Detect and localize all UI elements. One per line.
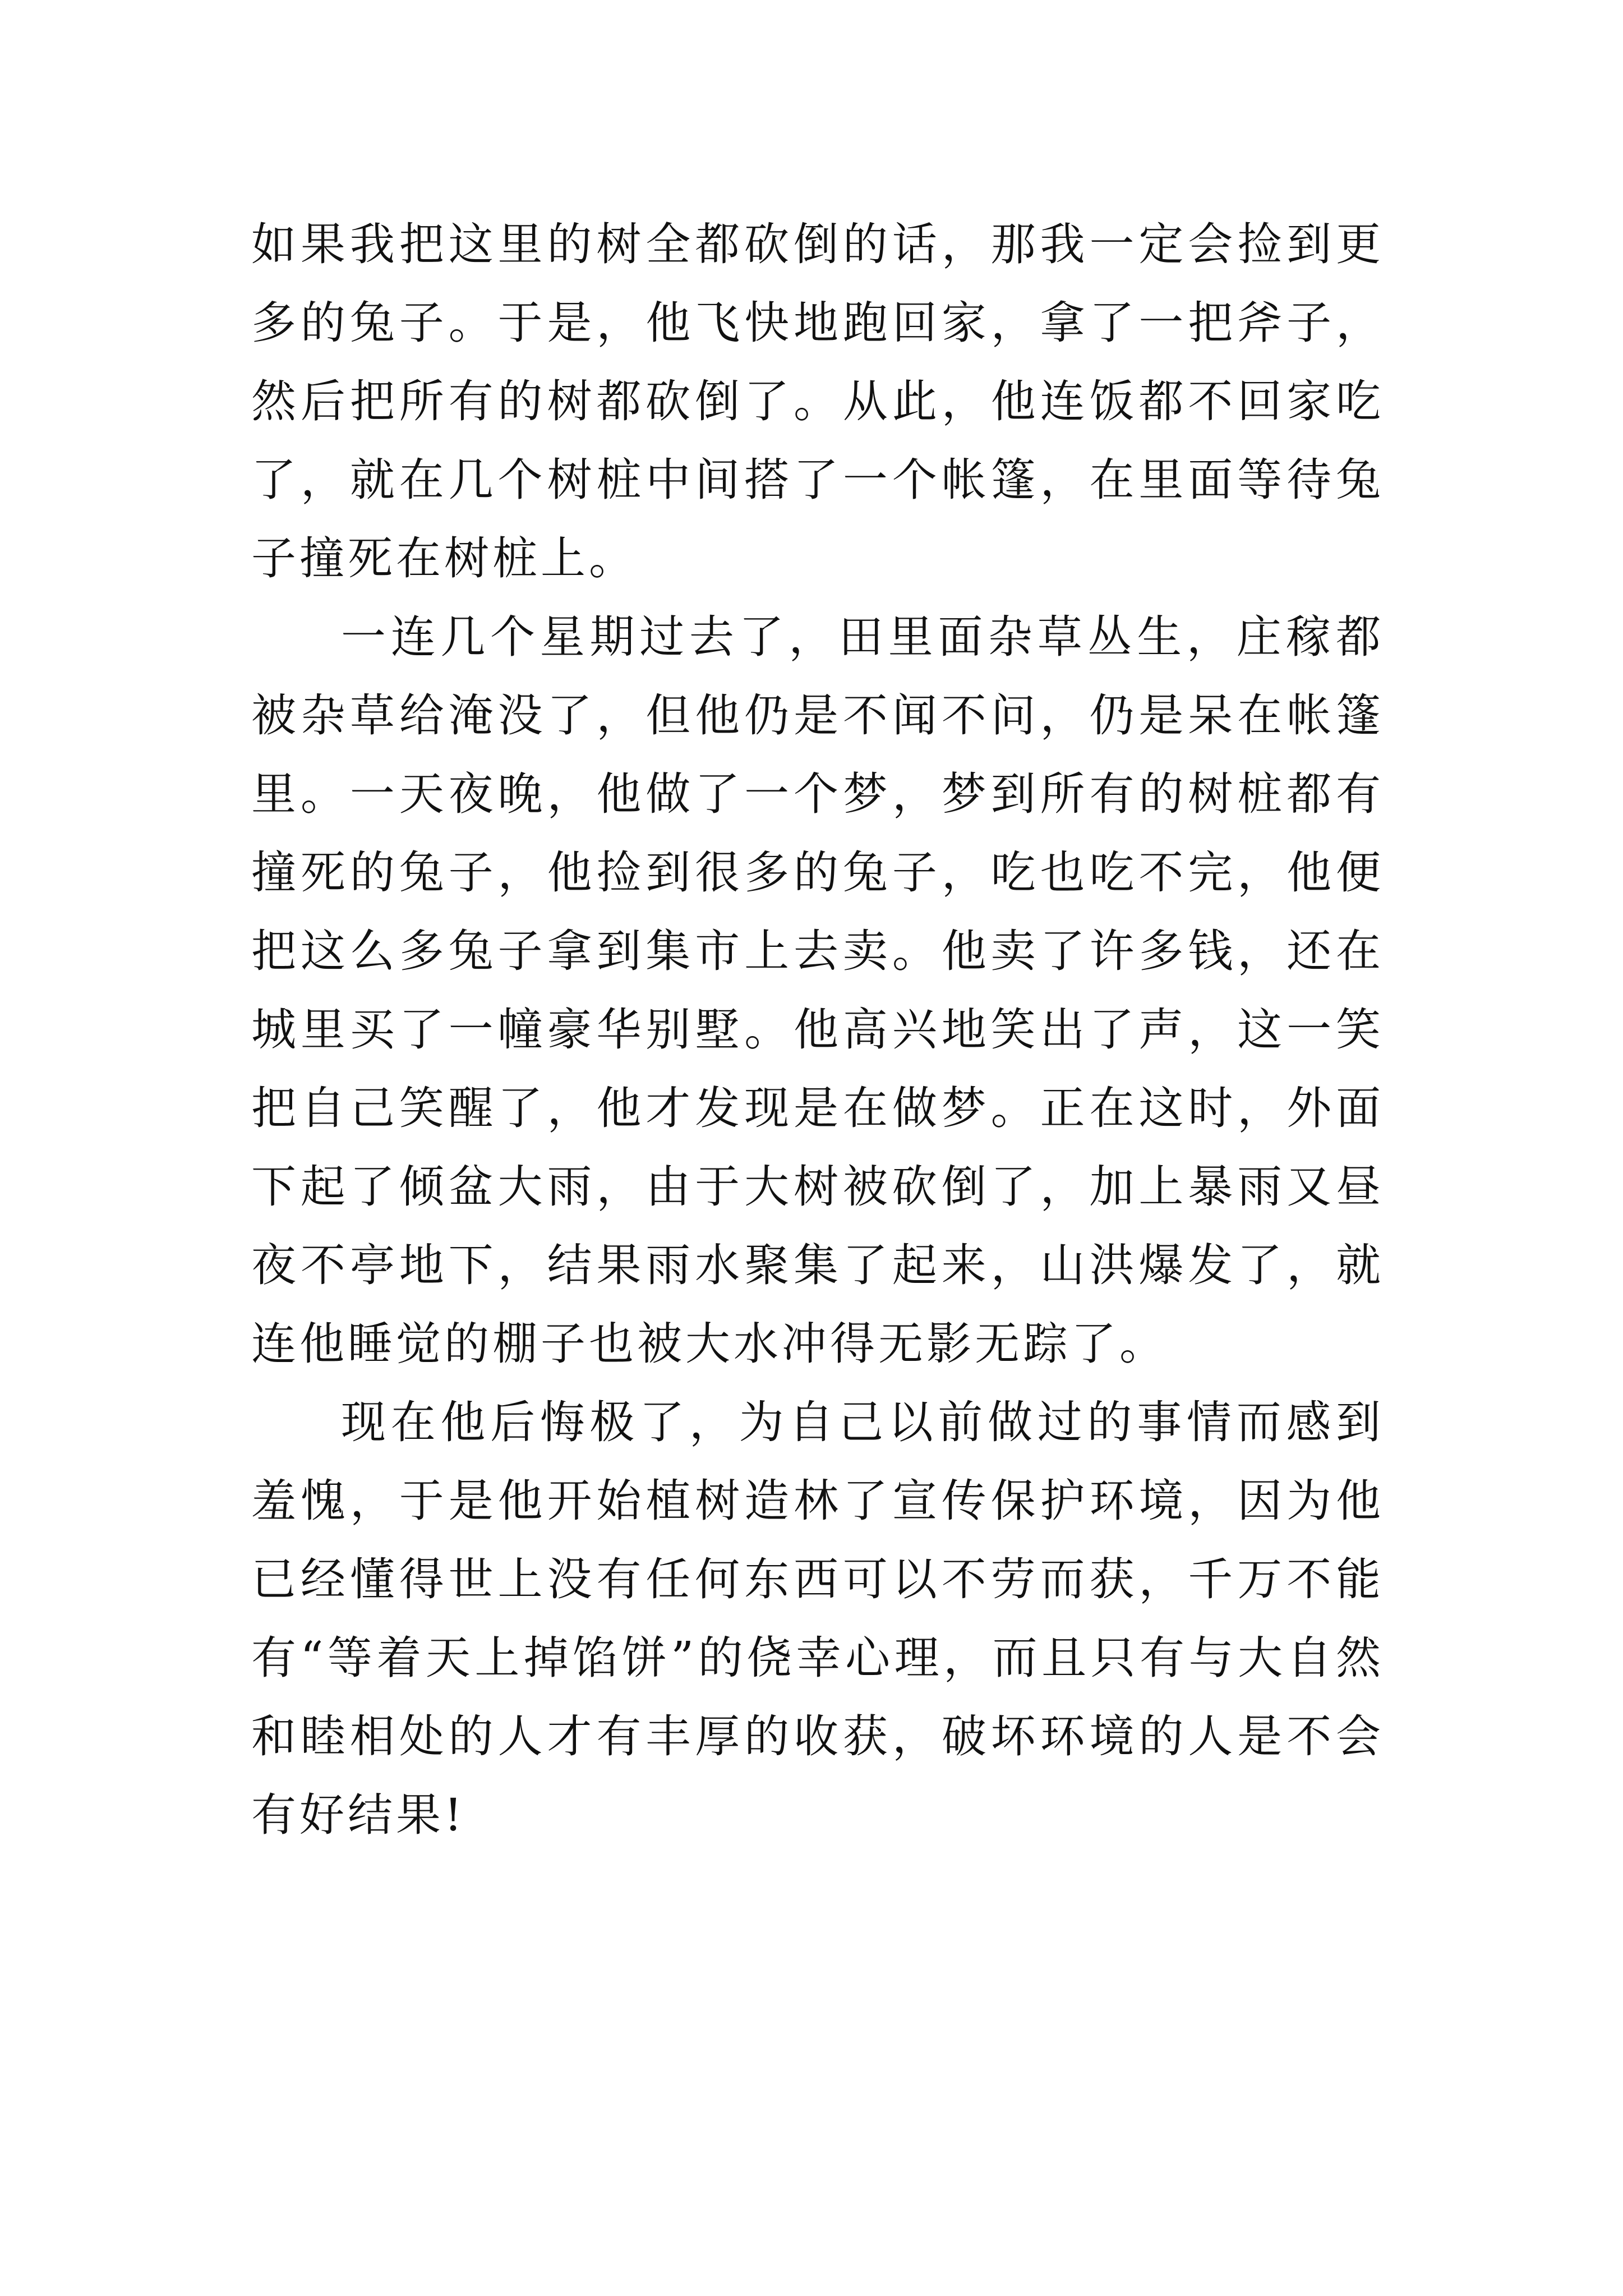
paragraph-2: 一连几个星期过去了，田里面杂草丛生，庄稼都被杂草给淹没了，但他仍是不闻不问，仍是呆在帐篷里。一天夜晚，他做了一个梦，梦到所有的树桩都有撞死的兔子，他捡到很多的兔子，吃也吃不完，他便把这么多兔子拿到集市上去卖。他卖了许多钱，还在城里买了一幢豪华别墅。他高兴地笑出了声，这一笑把自己笑醒了，他才发现是在做梦。正在这时，外面下起了倾盆大雨，由于大树被砍倒了，加上暴雨又昼夜不亭地下，结果雨水聚集了起来，山洪爆发了，就连他睡觉的棚子也被大水冲得无影无踪了。 bbox=[251, 611, 1384, 1370]
paragraph-3: 现在他后悔极了，为自己以前做过的事情而感到羞愧，于是他开始植树造林了宣传保护环境，因为他已经懂得世上没有任何东西可以不劳而获，千万不能有“等着天上掉馅饼”的侥幸心理，而且只有与大自然和睦相处的人才有丰厚的收获，破坏环境的人是不会有好结果! bbox=[251, 1396, 1384, 1841]
body-text bbox=[251, 205, 1384, 1855]
paragraph-1: 如果我把这里的树全都砍倒的话，那我一定会捡到更多的兔子。于是，他飞快地跑回家，拿了一把斧子，然后把所有的树都砍倒了。从此，他连饭都不回家吃了，就在几个树桩中间搭了一个帐篷，在里面等待兔子撞死在树桩上。 bbox=[251, 218, 1384, 585]
